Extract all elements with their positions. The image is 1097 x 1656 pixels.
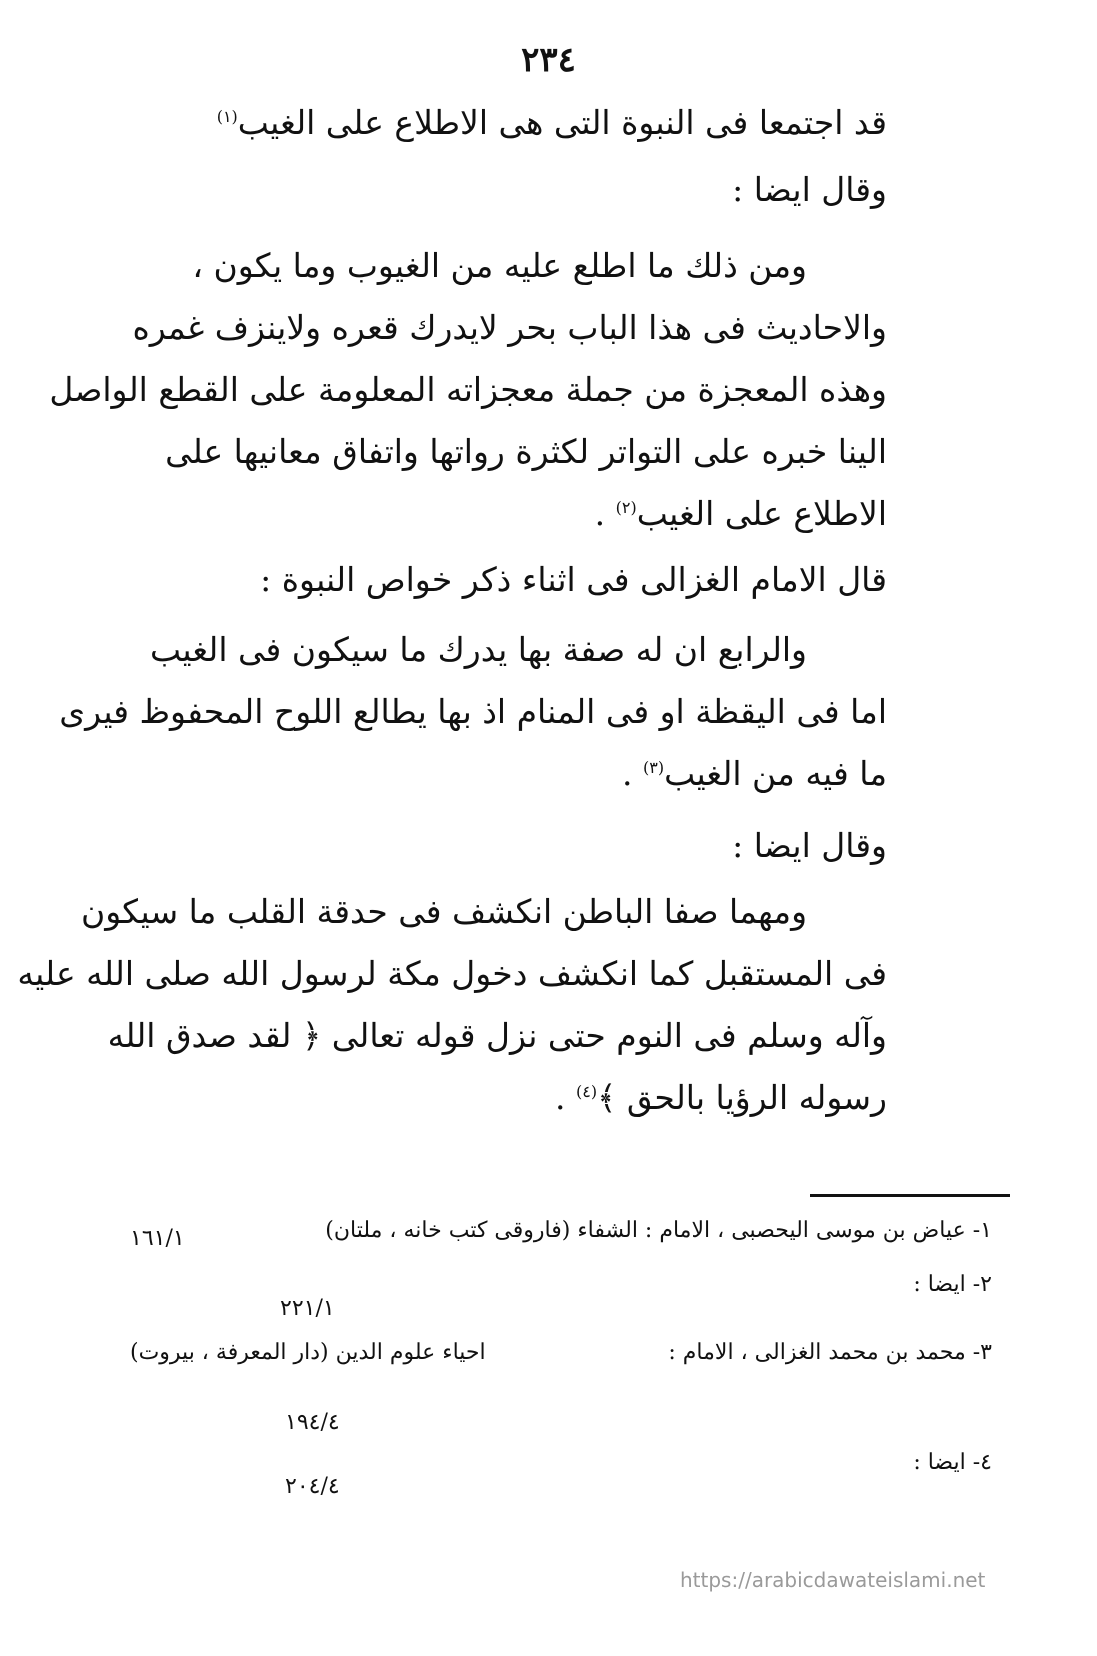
quote2-line: اما فى اليقظة او فى المنام اذ بها يطالع اللوح المحفوظ فيرى: [59, 692, 887, 731]
intro-line: [217, 103, 887, 143]
ghazali-intro-line: قال الامام الغزالى فى اثناء ذكر خواص النبوة :: [260, 560, 887, 599]
footnote-marker-2: (٢): [615, 498, 637, 517]
quote1-period: .: [594, 494, 616, 533]
quote1-line: ومن ذلك ما اطلع عليه من الغيوب وما يكون ،: [192, 246, 807, 285]
quote3-line: ومهما صفا الباطن انكشف فى حدقة القلب ما سيكون: [81, 892, 807, 931]
quote3-last-text: رسوله الرؤيا بالحق ﴾: [597, 1078, 887, 1117]
page-number: ٢٣٤: [521, 40, 576, 80]
footnote-4: ٤- ايضا :: [913, 1450, 992, 1475]
quote2-last-text: ما فيه من الغيب: [664, 754, 887, 793]
footnote-2: ٢- ايضا :: [913, 1272, 992, 1297]
footnote-1-ref: ١٦١/١: [130, 1226, 185, 1251]
intro-text: قد اجتمعا فى النبوة التى هى الاطلاع على الغيب: [237, 103, 887, 142]
quote2-last-line: [622, 754, 887, 794]
quote1-last-line: [595, 494, 887, 534]
footnote-2-ref: ٢٢١/١: [280, 1296, 335, 1321]
footnote-4-ref: ٢٠٤/٤: [285, 1474, 340, 1499]
footnote-marker-4: (٤): [575, 1082, 598, 1101]
quote1-line: الينا خبره على التواتر لكثرة رواتها واتفاق معانيها على: [165, 432, 887, 471]
said-also-line-1: وقال ايضا :: [732, 170, 887, 209]
quote3-period: .: [555, 1078, 576, 1117]
quote3-line: وآله وسلم فى النوم حتى نزل قوله تعالى ﴿ لقد صدق الله: [107, 1016, 887, 1055]
quote1-last-text: الاطلاع على الغيب: [636, 494, 887, 533]
quote2-period: .: [621, 754, 643, 793]
footnote-3-ref: ١٩٤/٤: [285, 1410, 340, 1435]
footnote-marker-1: (١): [216, 107, 238, 126]
quote3-last-line: [555, 1078, 887, 1118]
quote1-line: والاحاديث فى هذا الباب بحر لايدرك قعره ولاينزف غمره: [132, 308, 887, 347]
footnote-marker-3: (٣): [642, 758, 665, 777]
quote3-line: فى المستقبل كما انكشف دخول مكة لرسول الله صلى الله عليه: [17, 954, 887, 993]
quote1-line: وهذه المعجزة من جملة معجزاته المعلومة على القطع الواصل: [49, 370, 887, 409]
said-also-line-2: وقال ايضا :: [732, 826, 887, 865]
footnote-3: ٣- محمد بن محمد الغزالى ، الامام :: [668, 1340, 992, 1365]
footnote-1: ١- عياض بن موسى اليحصبى ، الامام : الشفاء (فاروقى كتب خانه ، ملتان): [325, 1218, 992, 1243]
watermark-url: https://arabicdawateislami.net: [680, 1568, 986, 1592]
footnote-3-book: احياء علوم الدين (دار المعرفة ، بيروت): [130, 1340, 486, 1365]
quote2-line: والرابع ان له صفة بها يدرك ما سيكون فى الغيب: [150, 630, 807, 669]
footnote-separator: [810, 1194, 1010, 1197]
